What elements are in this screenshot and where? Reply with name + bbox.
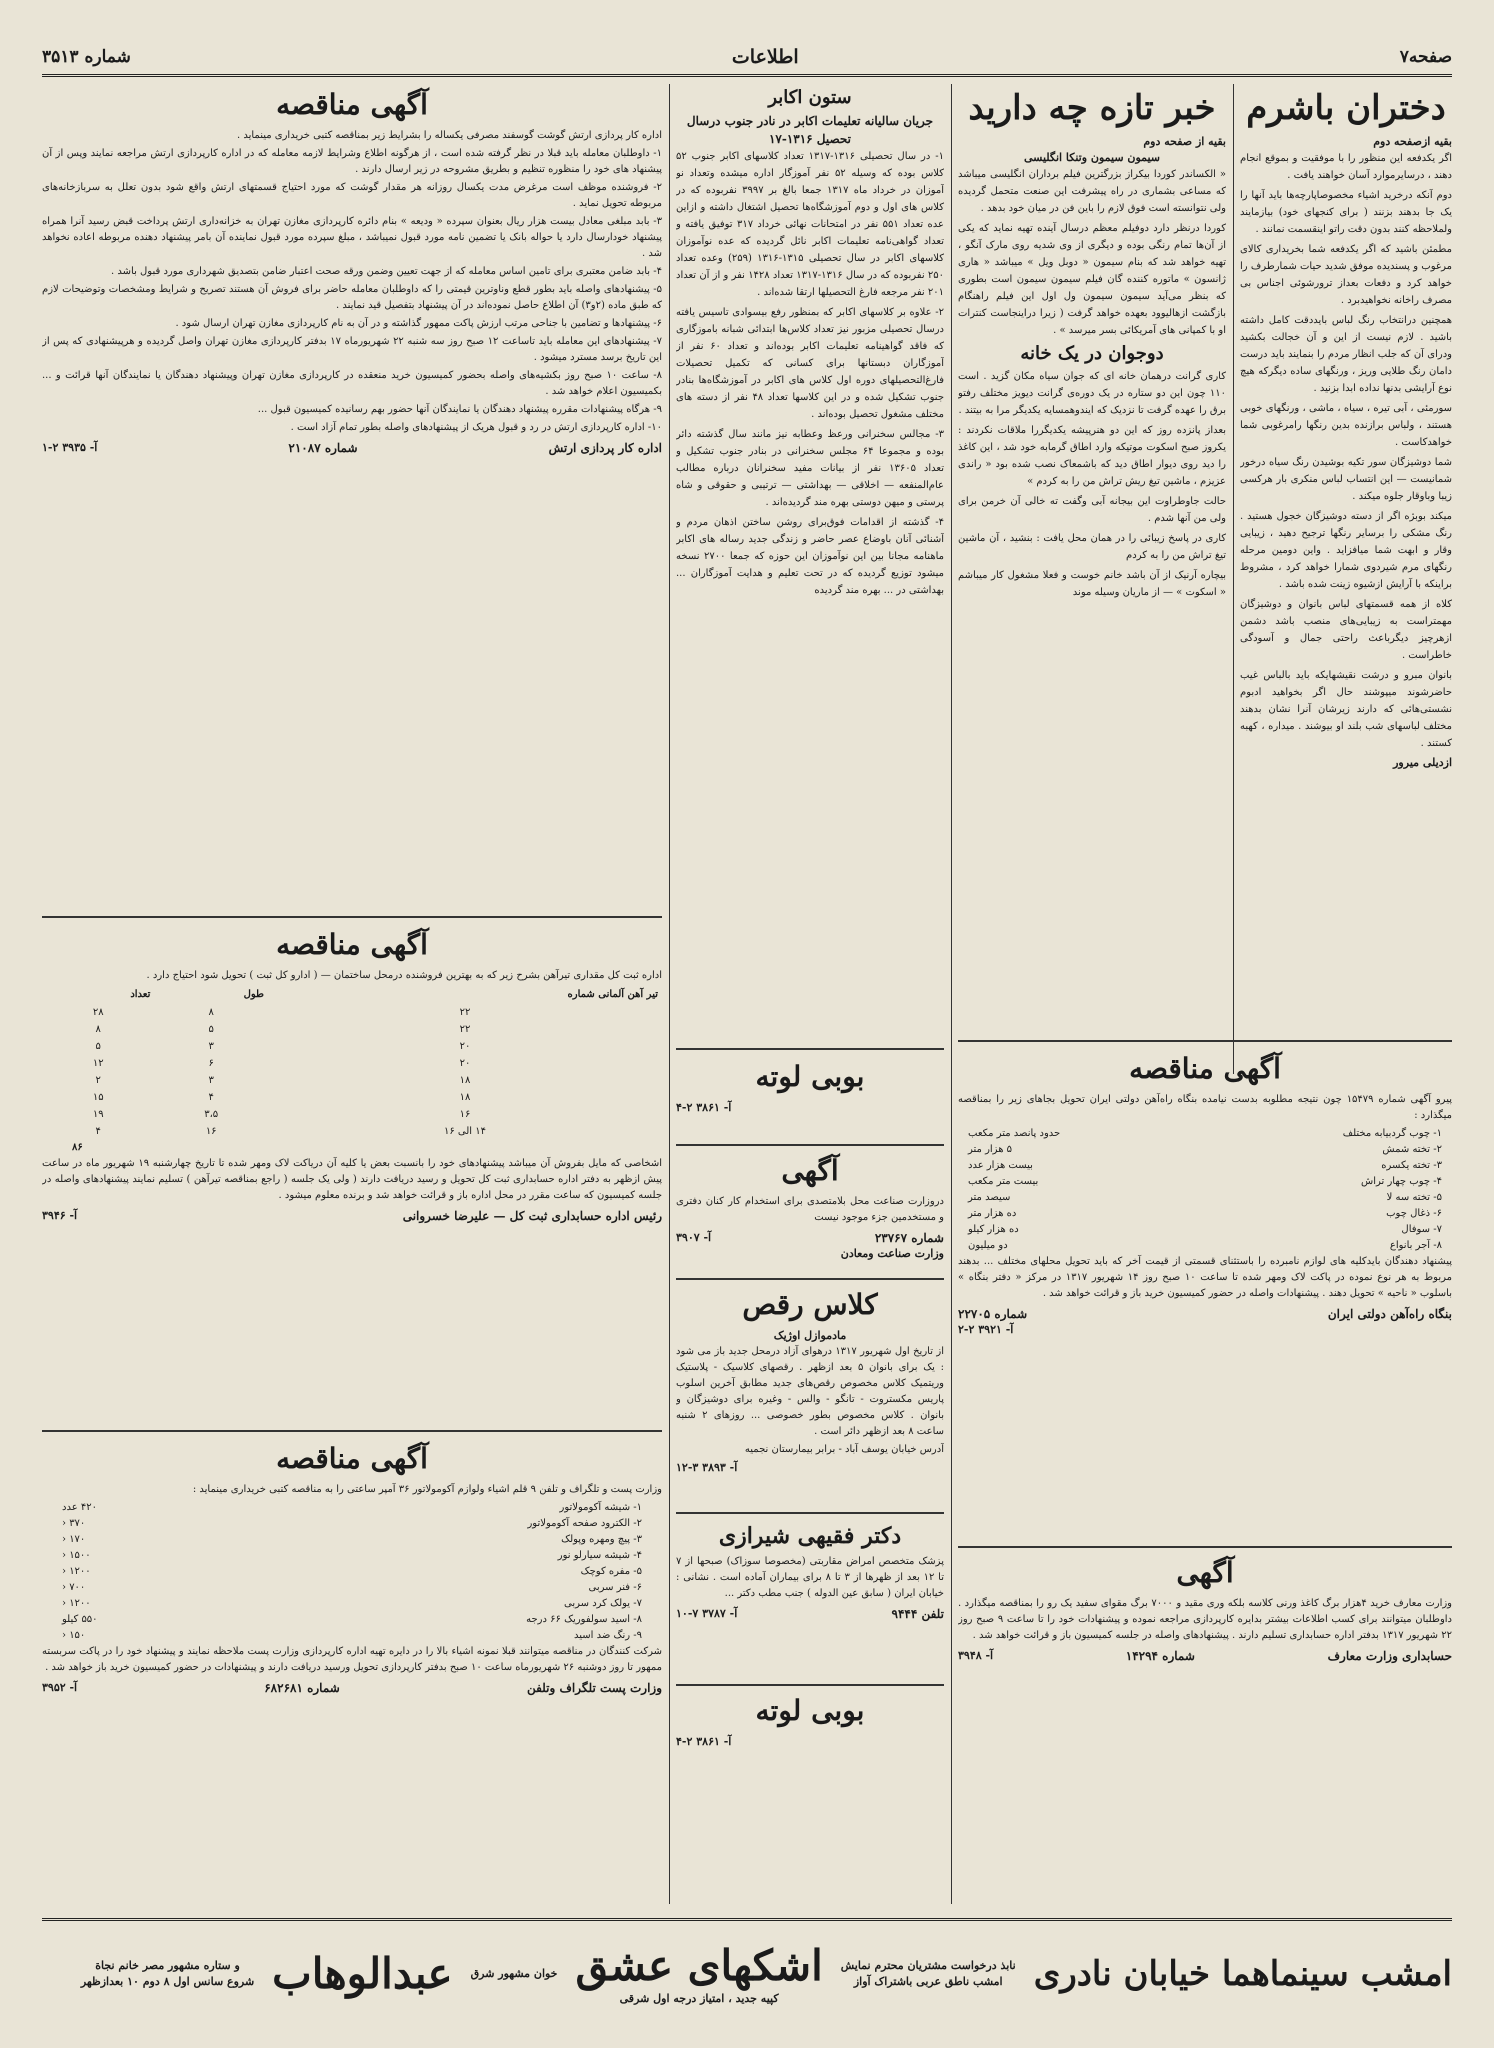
- ad-code: آ- ۳۹۳۵ ۲-۱: [42, 441, 98, 454]
- paragraph: حالت جاوطراوت این بیجانه آبی وگفت ته خالی آن خرمن برای ولی من آنها شدم .: [958, 496, 1226, 524]
- item-label: ۵- تخته سه لا: [1386, 1192, 1442, 1203]
- ad-number: شماره ۲۳۷۶۷: [874, 1231, 944, 1245]
- ad-signature: وزارت صناعت ومعادن: [840, 1247, 944, 1260]
- paragraph: شما دوشیزگان سور تکیه بوشیدن رنگ سیاه درخور شمانیست — این انتساب لباس منکری بار هرکسی زیبا وباوقار جلوه میکند .: [1240, 457, 1452, 502]
- singer-note: خوان مشهور شرق: [470, 1966, 558, 1980]
- table-cell: ۲۲: [459, 1007, 471, 1018]
- ad-item: ۴- بابد ضامن معتبری برای تامین اساس معامله که از جهت تعیین وضمن ورقه صحت اعتبار ضامن بتصدیق شهرداری مورد قبول باشد .: [111, 266, 662, 277]
- film-title: اشکهای عشق: [575, 1940, 823, 1990]
- ad-divider: [958, 1546, 1452, 1548]
- table-cell: ۱۵: [92, 1092, 104, 1103]
- newspaper-page: [42, 40, 1452, 2025]
- ad-body: پزشک متخصص امراض مقاربتی (مخصوصا سوزاک) صبحها از ۷ تا ۱۲ بعد از ظهرها از ۳ تا ۸ برای بیماران آماده است . نشانی : خیابان ایران ( سابق عین الدوله ) جنب مطب دکتر ...: [676, 1556, 944, 1599]
- ad-body: شرکت کنندگان در مناقصه میتوانند قبلا نمونه اشیاء بالا را در دایره تهیه اداره کارپردازی وزارت پست ملاحظه نمایند و پیشنهاد خود را در پاکت سربسته ممهور تا روز دوشنبه ۲۶ شهریورماه ساعت ۱۰ صبح بدفتر کارپردازی تحویل ورسید دریافت دارند و پیشنهادات در حضور کمیسیون خرید باز خواهد شد .: [42, 1646, 662, 1673]
- article-title: خبر تازه چه دارید: [968, 88, 1216, 128]
- paragraph: « الکساندر کوردا بیکراز بزرگترین فیلم برداران انگلیسی میباشد که مساعی بشماری در راه پیشرفت این صنعت متحمل گردیده ولی نتوانسته است فوق لازم را باین فن در میان خود بدهد .: [958, 169, 1226, 214]
- ad-body: اشخاصی که مایل بفروش آن میباشد پیشنهادهای خود را بانسبت بعض یا کلیه آن دریاکت لاک ومهر شده تا تاریخ چهارشنبه ۱۹ شهریور ماه در ساعت پیش ازظهر به دفتر اداره حسابداری ثبت کل تحویل و رسید دریافت دارند ( ولی یک جلسه ( راجع بمناقصه تیرآهن ) تسلیم نمایند پیشنهادهای واصله در جلسه کمیسیون که ساعت مقرر در محل اداره باز و قرائت خواهد شد و برنده معلوم میشود .: [42, 1158, 662, 1201]
- table-header: طول: [243, 989, 264, 1000]
- ad-monaqese-artesh: [42, 84, 662, 910]
- item-quantity: سیصد متر: [968, 1192, 1011, 1203]
- paragraph: سورمئی ، آبی تیره ، سیاه ، ماشی ، ورنگهای خوبی هستند ، ولباس برازنده بدین رنگها رامرغوبی شما خواهدکاست .: [1240, 403, 1452, 448]
- ad-intro: وزارت پست و تلگراف و تلفن ۹ قلم اشیاء ولوازم آکومولاتور ۳۶ آمپر ساعتی را به مناقصه کتبی خریداری مینماید :: [192, 1484, 662, 1495]
- arabic-note: امشب ناطق عربی باشتراک آواز: [853, 1974, 1003, 1988]
- paragraph: ۱- در سال تحصیلی ۱۳۱۶-۱۳۱۷ تعداد کلاسهای اکابر جنوب ۵۲ کلاس بوده که وسیله ۵۲ نفر آموزگار اداره میشده وتعداد نو آموزان در خرداد ماه ۱۳۱۷ جمعا بالغ بر ۳۹۹۷ نفربوده که در کلاس های اول و دوم آموزشگاه‌ها تحصیل اشتغال داشته و ازاین عده تعداد ۵۵۱ نفر در امتحانات نهائی خرداد ۳۱۷ توفیق یافته و تعداد گواهی‌نامه تعلیمات اکابر نائل گردیده که عده نوآموزان کلاسهای اکابر در سال تحصیلی ۱۳۱۵-۱۳۱۶ (۲۵۹) وعده تعداد ۲۵۰ نفربوده که در سال ۱۳۱۶-۱۳۱۷ تعداد ۱۴۲۸ نفر و از آن تعداد ۲۰۱ نفر مرجعه فارغ التحصیلها ارتقا شده‌اند .: [676, 151, 944, 298]
- list-item: [968, 1206, 1442, 1222]
- table-cell: ۳: [208, 1041, 214, 1052]
- ad-intro: اداره کار پردازی ارتش گوشت گوسفند مصرفی یکساله را بشرایط زیر بمناقصه کتبی خریداری مینماید .: [236, 130, 662, 141]
- request-note: [841, 1958, 1016, 1990]
- ad-title: بوبی لوته: [755, 1060, 865, 1093]
- table-row: [42, 1106, 662, 1123]
- costar-note: و ستاره مشهور مصر خانم نجاة: [95, 1958, 240, 1972]
- cinema-venue: [1034, 1949, 1452, 1999]
- item-label: ۸- آجر بانواع: [1389, 1240, 1442, 1251]
- ad-doctor: [676, 1518, 944, 1678]
- page-number: صفحه۷: [1399, 47, 1452, 67]
- list-item: [968, 1238, 1442, 1254]
- ad-title: کلاس رقص: [742, 1288, 878, 1321]
- table-row: [42, 1021, 662, 1038]
- column-rule: [951, 84, 952, 1904]
- table-cell: ۱۹: [92, 1109, 104, 1120]
- table-row: [42, 1055, 662, 1072]
- column-rule: [669, 84, 670, 1904]
- ad-divider: [42, 1430, 662, 1432]
- ad-note: پیشنهاد دهندگان بایدکلیه های لوازم نامبرده را باستثنای قسمتی از قیمت آخر که باید تحویل محلهای مختلف ... بدهند مربوط به هر نوع نموده در پاکت لاک ومهر شده تا ساعت ۱۰ صبح روز ۱۴ شهریور ۱۳۱۷ در مرکز « دفتر بنگاه » باسلوب « ناحیه » تحویل دهند . پیشنهادات واصله در حضور کمیسیون خرید باز و قرائت خواهد شد .: [958, 1256, 1452, 1299]
- ad-item: ۲- فروشنده موظف است مرغرض مدت یکسال روزانه هر مقدار گوشت که مورد احتیاج قسمتهای ارتش واقع شود بدون تعلل به سربازخانه‌های مربوطه تحویل نماید .: [42, 182, 662, 209]
- item-quantity: ۱۵۰۰ ‹: [62, 1550, 91, 1561]
- ad-item: ۸- ساعت ۱۰ صبح روز بکشیه‌های واصله بحضور کمیسیون خرید منعقده در کارپردازی مغازن تهران وپیشنهاد دهندگان یا نمایندگان آنها قرائت و ... بکمیسیون اعلام خواهد شد .: [42, 370, 662, 397]
- ad-number: شماره ۲۲۷۰۵: [958, 1307, 1028, 1321]
- item-label: ۳- پیچ ومهره وپولک: [561, 1534, 642, 1545]
- ad-title: آگهی مناقصه: [1129, 1052, 1281, 1085]
- ad-title: آگهی مناقصه: [276, 88, 428, 121]
- paragraph: بیچاره آرنیک از آن باشد خانم خوست و فعلا مشغول کار میباشم « اسکوت » — از ماریان وسیله موند: [958, 570, 1226, 598]
- table-cell: ۲۲: [459, 1024, 471, 1035]
- ad-code: آ- ۳۹۴۶: [42, 1209, 78, 1222]
- list-item: [62, 1628, 642, 1644]
- item-label: ۱- چوب گردبیابه مختلف: [1342, 1128, 1442, 1139]
- item-quantity: ۳۷۰ ‹: [62, 1518, 86, 1529]
- ad-code: آ- ۳۹۲۱ ۲-۲: [958, 1323, 1014, 1336]
- ad-title: بوبی لوته: [755, 1694, 865, 1727]
- ad-monaqese-sabt: [42, 924, 662, 1424]
- item-quantity: ۴۲۰ عدد: [62, 1502, 97, 1513]
- list-item: [968, 1222, 1442, 1238]
- ad-divider: [676, 1144, 944, 1146]
- ad-signature: رئیس اداره حسابداری ثبت کل — علیرضا خسروانی: [402, 1209, 662, 1223]
- article-khabar-taze: [958, 84, 1226, 1074]
- item-label: ۴- چوب چهار تراش: [1360, 1176, 1442, 1187]
- item-quantity: حدود پانصد متر مکعب: [968, 1128, 1061, 1139]
- table-cell: ۶: [208, 1058, 214, 1069]
- paragraph: میکند بوبژه اگر از دسته دوشیزگان خجول هستید . رنگ مشکی را برسایر رنگها ترجیح دهید ، زیبایی وقار و ابهت شما میافزاید . واین دومین مرحله رنگهای مرم شیردوی شمارا خواهد کرد ، مشروط براینکه با آرایش ازشیوه زینت شده باشد .: [1240, 511, 1452, 590]
- paragraph: دوم آنکه درخرید اشیاء مخصوصاپارچه‌ها باید آنها را یک جا بدهند بزنند ( برای کنجهای خود) بیازمایند ولملاحظه کنند بدون دقت راتو اینقسمت نمانند .: [1240, 190, 1452, 235]
- item-quantity: ده هزار متر: [968, 1208, 1017, 1219]
- list-item: [968, 1190, 1442, 1206]
- extra-block: [81, 1958, 254, 1990]
- table-cell: ۲۰: [459, 1041, 471, 1052]
- ad-item: ۳- بابد مبلغی معادل بیست هزار ریال بعنوان سپرده « ودیعه » بنام دائره کارپردازی مغازن تهران به خزانه‌داری ارتش پرداخت قبض رسید آنرا همراه پیشنهاد خودارسال دارد یا حواله بانک یا تضمین نامه مورد قبول نمیباشد ، مبلغ سپرده مورد قبول نماینده آن بامر پیشنهاد دهنده مربوطه اعاده نخواهد شد .: [42, 216, 662, 259]
- table-total: ۸۶: [72, 1142, 83, 1153]
- ad-dance-class: [676, 1284, 944, 1506]
- list-item: [968, 1174, 1442, 1190]
- ad-code: آ- ۳۸۶۱ ۲-۴: [676, 1101, 732, 1114]
- ad-code: آ- ۳۸۹۳ ۳-۱۲: [676, 1461, 738, 1474]
- item-quantity: ده هزار کیلو: [968, 1224, 1019, 1235]
- article-title: جریان سالیانه تعلیمات اکابر در نادر جنوب درسال تحصیل ۱۳۱۶-۱۷: [686, 114, 934, 146]
- ad-number: شماره ۶۸۲۶۸۱: [264, 1681, 340, 1695]
- item-label: ۱- شیشه آکومولاتور: [559, 1502, 642, 1513]
- ad-subtitle: مادموازل اوژیک: [773, 1329, 847, 1342]
- table-row: [42, 1004, 662, 1021]
- ad-item: ۹- هرگاه پیشنهادات مقرره پیشنهاد دهندگان یا نمایندگان آنها حضور بهم رسانیده کمیسیون قبول ...: [257, 404, 662, 415]
- byline: ازدیلی میرور: [1393, 756, 1452, 769]
- star-name: عبدالوهاب: [272, 1948, 453, 1998]
- article-subtitle: سیمون سیمون وتنکا انگلیسی: [1023, 151, 1161, 164]
- item-label: ۳- تخته یکسره: [1381, 1160, 1442, 1171]
- item-list: [958, 1126, 1452, 1254]
- paragraph: کاری گرانت درهمان خانه ای که جوان سیاه مکان گزید . است ۱۱۰ چون این دو ستاره در یک دوره‌ی گرانت دیویز مختلف رفتو برق را عهده گرفت تا نزدیک که ایندوهمسایه یکدیگر مرا به بیتند .: [958, 371, 1226, 416]
- ad-title: آگهی: [781, 1154, 839, 1187]
- table-cell: ۴: [95, 1126, 101, 1137]
- ad-address: آدرس خیابان یوسف آباد - برابر بیمارستان نجمیه: [744, 1444, 944, 1455]
- table-cell: ۱۶: [205, 1126, 217, 1137]
- list-item: [62, 1596, 642, 1612]
- ad-divider: [676, 1684, 944, 1686]
- table-cell: ۸: [208, 1007, 214, 1018]
- list-item: [968, 1142, 1442, 1158]
- ad-signature: بنگاه راه‌آهن دولتی ایران: [1327, 1307, 1452, 1321]
- item-quantity: دو میلیون: [968, 1240, 1008, 1251]
- ad-signature-row: [42, 1208, 662, 1224]
- ad-signature-row: [676, 1230, 944, 1246]
- item-label: ۶- فنر سربی: [588, 1582, 642, 1593]
- section-divider: [676, 1048, 944, 1050]
- ad-body: وزارت معارف خرید ۴هزار برگ کاغذ ورنی کلاسه بلکه وری مقید و ۷۰۰۰ برگ مقوای سفید یک رو را بمناقصه میگذارد . داوطلبان میتوانند برای کسب اطلاعات بیشتر بدایره کارپردازی مراجعه نموده و پیشنهادات خود را تا ساعت ۹ صبح روز ۲۲ شهریور ۱۳۱۷ بدفتر اداره حسابداری تسلیم دارند . پیشنهادهای واصله در جلسه کمیسیون باز و قرائت خواهد شد .: [958, 1598, 1452, 1641]
- paragraph: کاری در پاسخ زیبائی را در همان محل یافت : بنشید ، آن ماشین تیغ تراش من را به کردم: [958, 533, 1226, 561]
- item-quantity: ۱۲۰۰ ‹: [62, 1566, 91, 1577]
- ad-intro: اداره ثبت کل مقداری تیرآهن بشرح زیر که به بهترین فروشنده درمحل ساختمان — ( ادارو کل ثبت ) تحویل شود احتیاج دارد .: [146, 970, 662, 981]
- item-quantity: ۷۰۰ ‹: [62, 1582, 86, 1593]
- list-item: [62, 1516, 642, 1532]
- table-cell: ۲۰: [459, 1058, 471, 1069]
- ad-signature-row: [958, 1648, 1452, 1664]
- table-row: [42, 1072, 662, 1089]
- item-label: ۷- یولک کرد سربی: [564, 1598, 642, 1609]
- section-heading: دوجوان در یک خانه: [1020, 343, 1164, 364]
- film-subtitle: کپیه جدید ، امتیاز درجه اول شرقی: [619, 1991, 779, 2005]
- ad-body: دروزارت صناعت محل بلامتصدی برای استخدام کار کنان دفتری و مستخدمین جزء موجود نیست: [676, 1196, 944, 1223]
- table-cell: ۱۲: [92, 1058, 104, 1069]
- paper-name: اطلاعات: [731, 46, 799, 68]
- table-cell: ۳،۵: [204, 1109, 219, 1120]
- cinema-name: امشب سینماهما خیابان نادری: [1033, 1953, 1452, 1994]
- article-sotun-akaber: [676, 84, 944, 1042]
- table-cell: ۲: [95, 1075, 101, 1086]
- ad-code: آ- ۳۸۶۱ ۲-۴: [676, 1735, 732, 1748]
- table-row: [42, 1038, 662, 1055]
- continued-note: بقیه ازصفحه دوم: [1373, 135, 1452, 148]
- ad-signature-row: [676, 1606, 944, 1622]
- table-cell: ۱۴ الی ۱۶: [443, 1126, 486, 1137]
- paragraph: مطمئن باشید که اگر یکدفعه شما بخریداری کالای مرغوب و پسندیده موفق شدید حیات شمارطرف را خواهد کرد و دفعات بعداز ترورشوئی اجناس بی مصرف راخانه نخواهیدبرد .: [1240, 244, 1452, 306]
- table-row: [42, 1089, 662, 1106]
- ad-number: شماره ۲۱۰۸۷: [288, 441, 358, 455]
- iron-beam-table: [42, 986, 662, 1140]
- item-quantity: بیست متر مکعب: [968, 1176, 1039, 1187]
- item-label: ۲- تخته شمش: [1382, 1144, 1442, 1155]
- item-label: ۶- ذغال چوب: [1386, 1208, 1442, 1219]
- ad-item: ۵- پیشنهادهای واصله باید بطور قطع وناوترین قیمتی را که داوطلبان معامله حاضر برای فروش آن هستند تصریح و شرایط ومشخصات وتوضیحات لازم که طبق ماده (۲و۳) آن اطلاع حاصل نموده‌اند در آن پیشنهاد بتفصیل قید نمایند .: [42, 284, 662, 311]
- request-text: نابذ درخواست مشتریان محترم نمایش: [840, 1958, 1016, 1972]
- ad-signature-row: [958, 1306, 1452, 1322]
- paragraph: کوردا درنظر دارد دوفیلم معظم درسال آینده تهیه نماید که یکی از آن‌ها تمام رنگی بوده و دیگری از وی شدیه روی مارک آنگو ، تهیه خواهد شد که بنام سیمون « دوبل ویل » میباشد « هاری ژانسون » ماتوره کننده گان فیلم سیمون سیمون است بطوری که بنظر می‌آید سیمون سیمون ول اول این فیلم راهنگام بازگشت ازهالیوود بعهده خواهد گرفت ( زیرا دراینجاست کنترات او با کمپانی های آمریکائی بسر میرسد » .: [958, 223, 1226, 336]
- ad-item: ۱- داوطلبان معامله باید قبلا در نظر گرفته شده است ، از هرگونه اطلاع وشرایط لازمه معامله که در اداره کارپردازی ارتش مراجعه نمایند وپس از آن پیشنهاد های خود را منظوره تنظیم و بطریق مشروحه در زیر ارسال دارند .: [42, 148, 662, 175]
- star-block: [272, 1949, 452, 1999]
- item-label: ۴- شیشه سیارلو نور: [557, 1550, 642, 1561]
- ad-divider: [42, 916, 662, 918]
- article-title: دختران باشرم: [1246, 88, 1446, 128]
- section-label: ستون اکابر: [768, 87, 852, 108]
- ad-code: آ- ۳۷۸۷ ۷-۱۰: [676, 1607, 738, 1620]
- ad-signature: وزارت پست تلگراف وتلفن: [526, 1681, 662, 1695]
- paragraph: بعداز پانزده روز که این دو هنرپیشه یکدیگررا ملاقات نکردند : یکروز صبح اسکوت موتیکه وارد اطاق گرمابه خود شد ، این کاغذ را دید روی دیوار اطاق دید که باشمعاک نصب شده بود « راندی عزیزم ، ماشین تیغ ریش تراش من را به کردم »: [958, 425, 1226, 487]
- ad-lotto-1: [676, 1056, 944, 1140]
- item-quantity: ۵ هزار متر: [968, 1144, 1013, 1155]
- item-label: ۹- رنگ ضد اسید: [573, 1630, 642, 1641]
- item-label: ۵- مفره کوچک: [580, 1566, 642, 1577]
- item-quantity: بیست هزار عدد: [968, 1160, 1033, 1171]
- film-block: [575, 1941, 822, 2007]
- item-quantity: ۱۲۰۰ ‹: [62, 1598, 91, 1609]
- item-quantity: ۱۷۰ ‹: [62, 1534, 86, 1545]
- ad-monaqese-rahahan: [958, 1048, 1452, 1540]
- continued-note: بقیه از صفحه دوم: [1143, 135, 1226, 148]
- cinema-ad-banner: [42, 1918, 1452, 2026]
- ad-phone: تلفن ۹۴۴۴: [891, 1607, 944, 1621]
- ad-agahi-maaref: [958, 1552, 1452, 1792]
- ad-title: دکتر فقیهی شیرازی: [718, 1523, 902, 1549]
- item-label: ۷- سوفال: [1401, 1224, 1442, 1235]
- list-item: [968, 1158, 1442, 1174]
- paragraph: کلاه از همه قسمتهای لباس بانوان و دوشیزگان مهمتراست به زیبایی‌های منصب باشد دشمن ازهرچیز دیگرباعث راحتی جمال و آسودگی خاطراست .: [1240, 599, 1452, 661]
- table-cell: ۱۸: [459, 1075, 471, 1086]
- ad-body: از تاریخ اول شهریور ۱۳۱۷ درهوای آزاد درمحل جدید باز می شود : یک برای بانوان ۵ بعد ازظهر . رقصهای کلاسیک - پلاستیک وریتمیک کلاس مخصوص رقص‌های جدید مطابق آخرین اسلوب پاریس مکستروت - تانگو - والس - وغیره برای دوشیزگان و بانوان . کلاس مخصوص بطور خصوصی ... روزهای ۲ شنبه ساعت ۸ بعد ازظهر دائر است .: [676, 1346, 944, 1437]
- item-quantity: ۵۵۰ کیلو: [62, 1614, 98, 1625]
- article-dokhtaran: [1240, 84, 1452, 1074]
- ad-signature: حسابداری وزارت معارف: [1327, 1649, 1452, 1663]
- ad-code: آ- ۳۹۴۸: [958, 1649, 994, 1662]
- paragraph: ۲- علاوه بر کلاسهای اکابر که بمنظور رفع بیسوادی تاسیس یافته درسال تحصیلی مزبور نیز تعداد کلاس‌ها ابتدائی شبانه باموزگاری که فاقد گواهینامه تعلیمات اکابر بوده‌اند و تعداد ۶۰ نفر از آموزگاران دبستانها برای کسانی که تکمیل تحصیلات فارغ‌التحصیلهای دوره اول کلاس های اکابر در آموزشگاه‌ها بنادر جنوب تشکیل شده و در این کلاسها تعداد ۴۸ نفر از دسته های مختلف مشغول تحصیل بوده‌اند .: [676, 307, 944, 420]
- item-quantity: ۱۵۰ ‹: [62, 1630, 86, 1641]
- ad-code: آ- ۳۹۵۲: [42, 1681, 78, 1694]
- table-cell: ۱۸: [459, 1092, 471, 1103]
- table-cell: ۱۶: [459, 1109, 471, 1120]
- table-header: تیر آهن آلمانی شماره: [567, 989, 658, 1000]
- table-cell: ۴: [208, 1092, 214, 1103]
- table-cell: ۳: [208, 1075, 214, 1086]
- section-divider: [958, 1040, 1452, 1042]
- list-item: [62, 1548, 642, 1564]
- ad-code: آ- ۳۹۰۷: [676, 1231, 712, 1244]
- item-label: ۸- اسید سولفوریک ۶۶ درجه: [526, 1614, 642, 1625]
- list-item: [62, 1532, 642, 1548]
- table-row: [42, 1123, 662, 1140]
- ad-item: ۶- پیشنهادها و تضامین با جناحی مرتب ارزش پاکت ممهور گذاشته و در آن به نام کارپردازی مغازن تهران ارسال شود .: [175, 318, 662, 329]
- ad-lotto-2: [676, 1690, 944, 1790]
- ad-item: ۷- پیشنهادهای این معامله باید تاساعت ۱۲ صبح روز سه شنبه ۲۲ شهریورماه ۱۷ بدفتر کارپردازی مغازن تهران واصل گردیده و هرپیشنهادی که پس از این تاریخ برسد مسترد میشود .: [42, 336, 662, 363]
- list-item: [62, 1580, 642, 1596]
- paragraph: بانوان مبرو و درشت نقیشهایکه باید بالباس غیب حاضرشوند میپوشند حال اگر بخواهید ادبوم نشستی‌هائی که دارند زیرشان آنرا نشان بدهند مختلف لباسهای شب بلند او بیوشند . میداره ، کهبه کستند .: [1240, 670, 1452, 749]
- ad-monaqese-post: [42, 1438, 662, 1908]
- issue-number: شماره ۳۵۱۳: [42, 47, 131, 67]
- showtimes: شروع سانس اول ۸ دوم ۱۰ بعدازظهر: [80, 1974, 255, 1988]
- table-cell: ۸: [95, 1024, 101, 1035]
- table-cell: ۵: [208, 1024, 214, 1035]
- ad-signature-row: [42, 1680, 662, 1696]
- paragraph: ۳- مجالس سخنرانی ورعظ وعطابه نیز مانند سال گذشته دائر بوده و مجموعا ۶۴ مجلس سخنرانی در بنادر جنوب تشکیل و تعداد ۱۳۶۰۵ نفر از بیانات مفید سخنرانان درباره مطالب عام‌المنفعه — اخلاقی — بهداشتی — ترتیبی و حقوقی و شاه پرستی و میهن دوستی بهره مند گردیده‌اند .: [676, 429, 944, 508]
- paragraph: اگر یکدفعه این منظور را با موفقیت و بموقع انجام دهند ، درسایرموارد آسان خواهند یافت .: [1240, 153, 1452, 181]
- ad-title: آگهی مناقصه: [276, 1442, 428, 1475]
- item-list: [42, 1500, 662, 1644]
- masthead: [42, 40, 1452, 77]
- ad-body: پیرو آگهی شماره ۱۵۴۷۹ چون نتیجه مطلوبه بدست نیامده بنگاه راه‌آهن دولتی ایران تحویل بجاهای زیر را بمناقصه میگذارد :: [958, 1094, 1452, 1121]
- item-label: ۲- الکترود صفحه آکومولاتور: [527, 1518, 642, 1529]
- ad-divider: [676, 1512, 944, 1514]
- ad-item: ۱۰- اداره کارپردازی ارتش در رد و قبول هریک از پیشنهادهای واصله بطور تمام آزاد است .: [290, 422, 662, 433]
- ad-number: شماره ۱۴۲۹۴: [1125, 1649, 1195, 1663]
- paragraph: همچنین درانتخاب رنگ لباس بایددقت کامل داشته باشید . لازم نیست از این و آن خجالت بکشید ودرای آن که جلب انظار مردم را بنمایند باید درست دامان رنگ طلایی وریز ، ورنگهای ساده دیگرکه هیچ نوع آرایشی بدنها نداده ابدا بزنید .: [1240, 315, 1452, 394]
- ad-title: آگهی مناقصه: [276, 928, 428, 961]
- list-item: [62, 1612, 642, 1628]
- ad-agahi-sanaat: [676, 1150, 944, 1272]
- ad-signature-row: [42, 440, 662, 456]
- table-cell: ۵: [95, 1041, 101, 1052]
- list-item: [62, 1500, 642, 1516]
- paragraph: ۴- گذشته از اقدامات فوق‌برای روشن ساختن اذهان مردم و آشنائی آنان باوضاع عصر حاضر و زندگی جدید رساله های اکابر ماهنامه مجانا بین این نوآموزان این حوزه که جمعا ۲۷۰۰ نسخه میشود توزیع گردیده که در تحت تعلیم و هدایت آموزگاران ... بهداشتی در ... بهره مند گردیده: [676, 517, 944, 596]
- column-rule: [1233, 84, 1234, 1074]
- list-item: [62, 1564, 642, 1580]
- ad-title: آگهی: [1176, 1556, 1234, 1589]
- ad-signature: اداره کار پردازی ارتش: [548, 441, 662, 455]
- table-header: تعداد: [130, 989, 151, 1000]
- singer-block: [471, 1966, 558, 1982]
- ad-divider: [676, 1278, 944, 1280]
- list-item: [968, 1126, 1442, 1142]
- table-cell: ۲۸: [92, 1007, 104, 1018]
